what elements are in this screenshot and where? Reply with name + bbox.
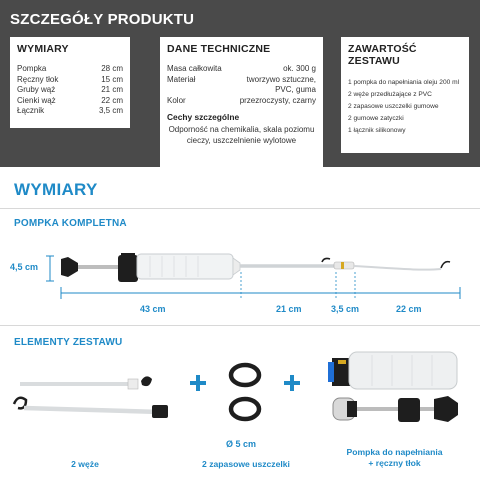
row-label: Ręczny tłok	[17, 74, 59, 84]
list-item: 1 łącznik silikonowy	[348, 127, 406, 134]
seal-ring-icon	[231, 399, 259, 419]
pump-caption-line: + ręczny tłok	[368, 458, 421, 468]
hoses-caption: 2 węże	[71, 459, 99, 469]
row-label: Gruby wąż	[17, 85, 56, 94]
row-value: 15 cm	[101, 74, 123, 84]
list-item: 2 zapasowe uszczelki gumowe	[348, 103, 439, 110]
row-value: ok. 300 g	[283, 64, 316, 73]
row-label: Pompka	[17, 64, 47, 73]
row-label: Materiał	[167, 74, 196, 84]
connector-length-label: 3,5 cm	[331, 304, 360, 314]
plus-icon	[190, 375, 206, 391]
row-label: Kolor	[167, 95, 186, 105]
height-dimension-label: 4,5 cm	[10, 262, 39, 272]
list-item: 2 gumowe zatyczki	[348, 115, 404, 122]
row-value: 22 cm	[101, 95, 123, 105]
row-value: tworzywo sztuczne,	[246, 74, 316, 84]
complete-pump-title: POMPKA KOMPLETNA	[14, 218, 127, 229]
pump-caption-line: Pompka do napełniania	[346, 447, 443, 457]
seals-caption: 2 zapasowe uszczelki	[202, 459, 290, 469]
seal-ring-icon	[231, 365, 259, 385]
pump-cap	[118, 253, 138, 282]
dimensions-card-title: WYMIARY	[17, 43, 69, 55]
row-label: Cienki wąż	[17, 95, 56, 105]
pump-length-label: 43 cm	[140, 304, 166, 314]
row-value: PVC, guma	[275, 85, 316, 94]
row-value: 21 cm	[101, 85, 123, 94]
list-item: 2 węże przedłużające z PVC	[348, 91, 432, 98]
plunger	[333, 396, 458, 422]
pump-body	[328, 352, 457, 389]
pump-cylinder	[137, 254, 240, 279]
features-text: Odporność na chemikalia, skala poziomu cieczy, uszczelnienie wylotowe	[168, 125, 315, 145]
contents-card-title: ZAWARTOŚĆ ZESTAWU	[348, 43, 417, 67]
thin-hose-length-label: 22 cm	[396, 304, 422, 314]
seal-diameter-label: Ø 5 cm	[226, 439, 257, 449]
thin-hose	[354, 266, 441, 270]
set-elements-title: ELEMENTY ZESTAWU	[14, 337, 123, 348]
panel-title: SZCZEGÓŁY PRODUKTU	[10, 11, 195, 28]
row-label: Łącznik	[17, 106, 45, 115]
thick-hose-length-label: 21 cm	[276, 304, 302, 314]
row-value: przezroczysty, czarny	[239, 95, 316, 105]
list-item: 1 pompka do napełniania oleju 200 ml	[348, 79, 460, 86]
row-value: 28 cm	[101, 64, 123, 73]
technical-card-title: DANE TECHNICZNE	[167, 43, 271, 55]
hose-long	[14, 398, 168, 418]
hose-short	[20, 376, 152, 389]
pump-caption	[332, 447, 457, 469]
plus-icon	[284, 375, 300, 391]
row-value: 3,5 cm	[98, 106, 123, 115]
row-label: Masa całkowita	[167, 64, 222, 73]
divider	[0, 325, 480, 326]
section-title: WYMIARY	[14, 180, 98, 199]
features-title: Cechy szczególne	[167, 112, 240, 122]
plunger-knob-icon	[61, 257, 78, 277]
plunger-rod	[78, 265, 120, 269]
